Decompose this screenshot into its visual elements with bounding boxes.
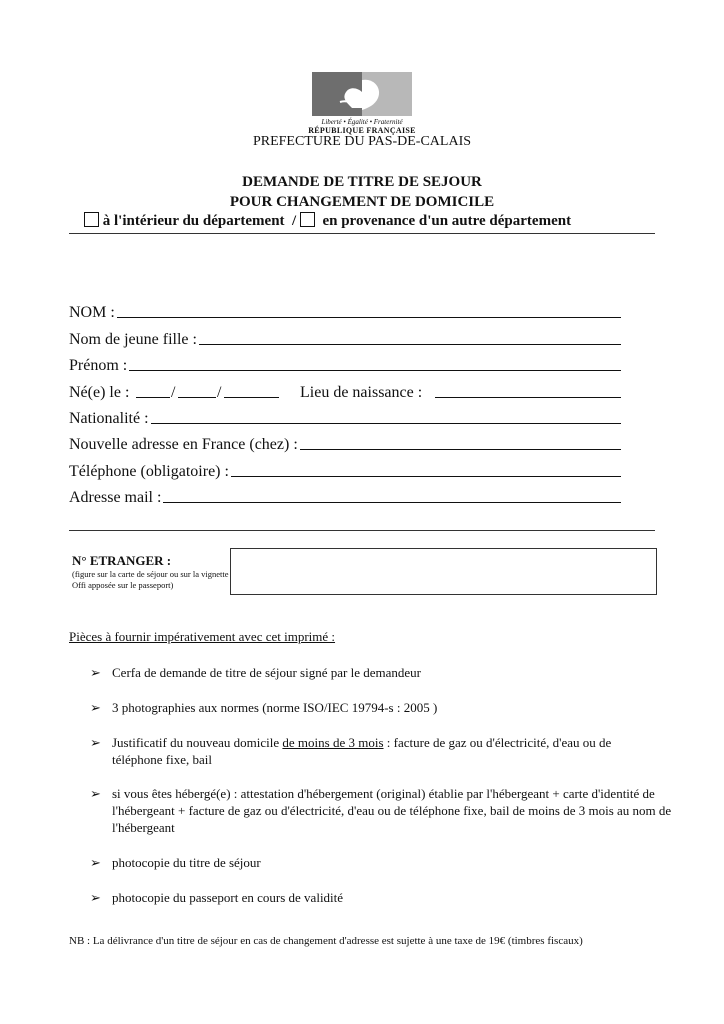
- list-item: [90, 785, 670, 836]
- field-mail-input[interactable]: [163, 502, 621, 503]
- list-item-text: 3 photographies aux normes (norme ISO/IEC 19794-s : 2005 ): [112, 700, 438, 715]
- item3-underlined: de moins de 3 mois: [282, 735, 384, 750]
- item3-text-a: Justificatif du nouveau domicile: [112, 735, 283, 750]
- field-telephone: [69, 459, 621, 481]
- field-mois-input[interactable]: [178, 397, 216, 398]
- prefecture-label: PREFECTURE DU PAS-DE-CALAIS: [252, 134, 472, 149]
- republic-label: RÉPUBLIQUE FRANÇAISE: [308, 126, 416, 135]
- option-autre-label: en provenance d'un autre département: [322, 213, 572, 229]
- list-item: [90, 889, 670, 906]
- list-item: [90, 664, 670, 681]
- arrow-icon: ➢: [90, 735, 101, 750]
- field-prenom: [69, 353, 621, 375]
- pieces-title: Pièces à fournir impérativement avec cet imprimé :: [69, 629, 336, 644]
- field-nationalite-input[interactable]: [151, 423, 621, 424]
- field-nationalite-label: Nationalité :: [69, 410, 149, 427]
- etranger-input-box[interactable]: [230, 548, 657, 595]
- field-telephone-input[interactable]: [231, 476, 621, 477]
- list-item-text: [112, 734, 657, 768]
- field-adresse-input[interactable]: [300, 449, 621, 450]
- field-telephone-label: Téléphone (obligatoire) :: [69, 463, 229, 480]
- list-item: [90, 699, 670, 716]
- field-mail-label: Adresse mail :: [69, 489, 162, 506]
- title-line-2: POUR CHANGEMENT DE DOMICILE: [229, 194, 495, 210]
- field-adresse: [69, 432, 621, 454]
- arrow-icon: ➢: [90, 890, 101, 905]
- field-nom-jeune-fille-input[interactable]: [199, 344, 621, 345]
- list-item-text: photocopie du passeport en cours de validité: [112, 890, 344, 905]
- list-item: [90, 734, 670, 768]
- arrow-icon: ➢: [90, 700, 101, 715]
- list-item: [90, 854, 670, 871]
- field-ne-le-label: Né(e) le :: [69, 384, 130, 401]
- divider-top: [69, 233, 655, 234]
- etranger-note: (figure sur la carte de séjour ou sur la vignette Offi apposée sur le passeport): [72, 569, 229, 590]
- field-prenom-input[interactable]: [129, 370, 621, 371]
- option-separator: /: [292, 213, 297, 229]
- list-item-text: Cerfa de demande de titre de séjour signé par le demandeur: [112, 665, 421, 680]
- field-lieu-naissance-input[interactable]: [435, 397, 621, 398]
- field-annee-input[interactable]: [224, 397, 279, 398]
- field-mail: [69, 485, 621, 507]
- title-line-1: DEMANDE DE TITRE DE SEJOUR: [242, 174, 482, 190]
- field-nom: [69, 300, 621, 322]
- field-naissance: [69, 380, 621, 402]
- field-nationalite: [69, 406, 621, 428]
- marianne-logo: [312, 72, 412, 116]
- field-nom-jeune-fille-label: Nom de jeune fille :: [69, 331, 197, 348]
- etranger-label: N° ETRANGER :: [72, 553, 172, 568]
- item3-text-b: : facture de gaz ou d'électricité, d'eau ou de téléphone fixe, bail: [112, 735, 612, 767]
- option-interieur-label: à l'intérieur du département: [102, 213, 285, 229]
- field-nom-input[interactable]: [117, 317, 621, 318]
- divider-separator: [69, 530, 655, 531]
- date-slash-2: /: [217, 384, 222, 401]
- list-item-text: si vous êtes hébergé(e) : attestation d'hébergement (original) établie par l'hébergeant + carte d'identité de l'hébergeant + facture de gaz ou d'électricité, d'eau ou de téléphone fixe, bail de moins de 3 mois au nom de l'hébergeant: [112, 786, 672, 835]
- checkbox-interieur[interactable]: [84, 212, 99, 227]
- date-slash-1: /: [171, 384, 176, 401]
- field-prenom-label: Prénom :: [69, 357, 128, 374]
- arrow-icon: ➢: [90, 786, 101, 801]
- field-adresse-label: Nouvelle adresse en France (chez) :: [69, 436, 298, 453]
- field-nom-jeune-fille: [69, 327, 621, 349]
- arrow-icon: ➢: [90, 855, 101, 870]
- field-jour-input[interactable]: [136, 397, 170, 398]
- checkbox-autre-departement[interactable]: [300, 212, 315, 227]
- field-lieu-naissance-label: Lieu de naissance :: [300, 384, 423, 401]
- title-options: [84, 212, 644, 230]
- motto: Liberté • Égalité • Fraternité: [321, 118, 403, 126]
- arrow-icon: ➢: [90, 665, 101, 680]
- nb-note: NB : La délivrance d'un titre de séjour en cas de changement d'adresse est sujette à une taxe de 19€ (timbres fiscaux): [69, 935, 583, 947]
- list-item-text: photocopie du titre de séjour: [112, 855, 261, 870]
- field-nom-label: NOM :: [69, 304, 115, 321]
